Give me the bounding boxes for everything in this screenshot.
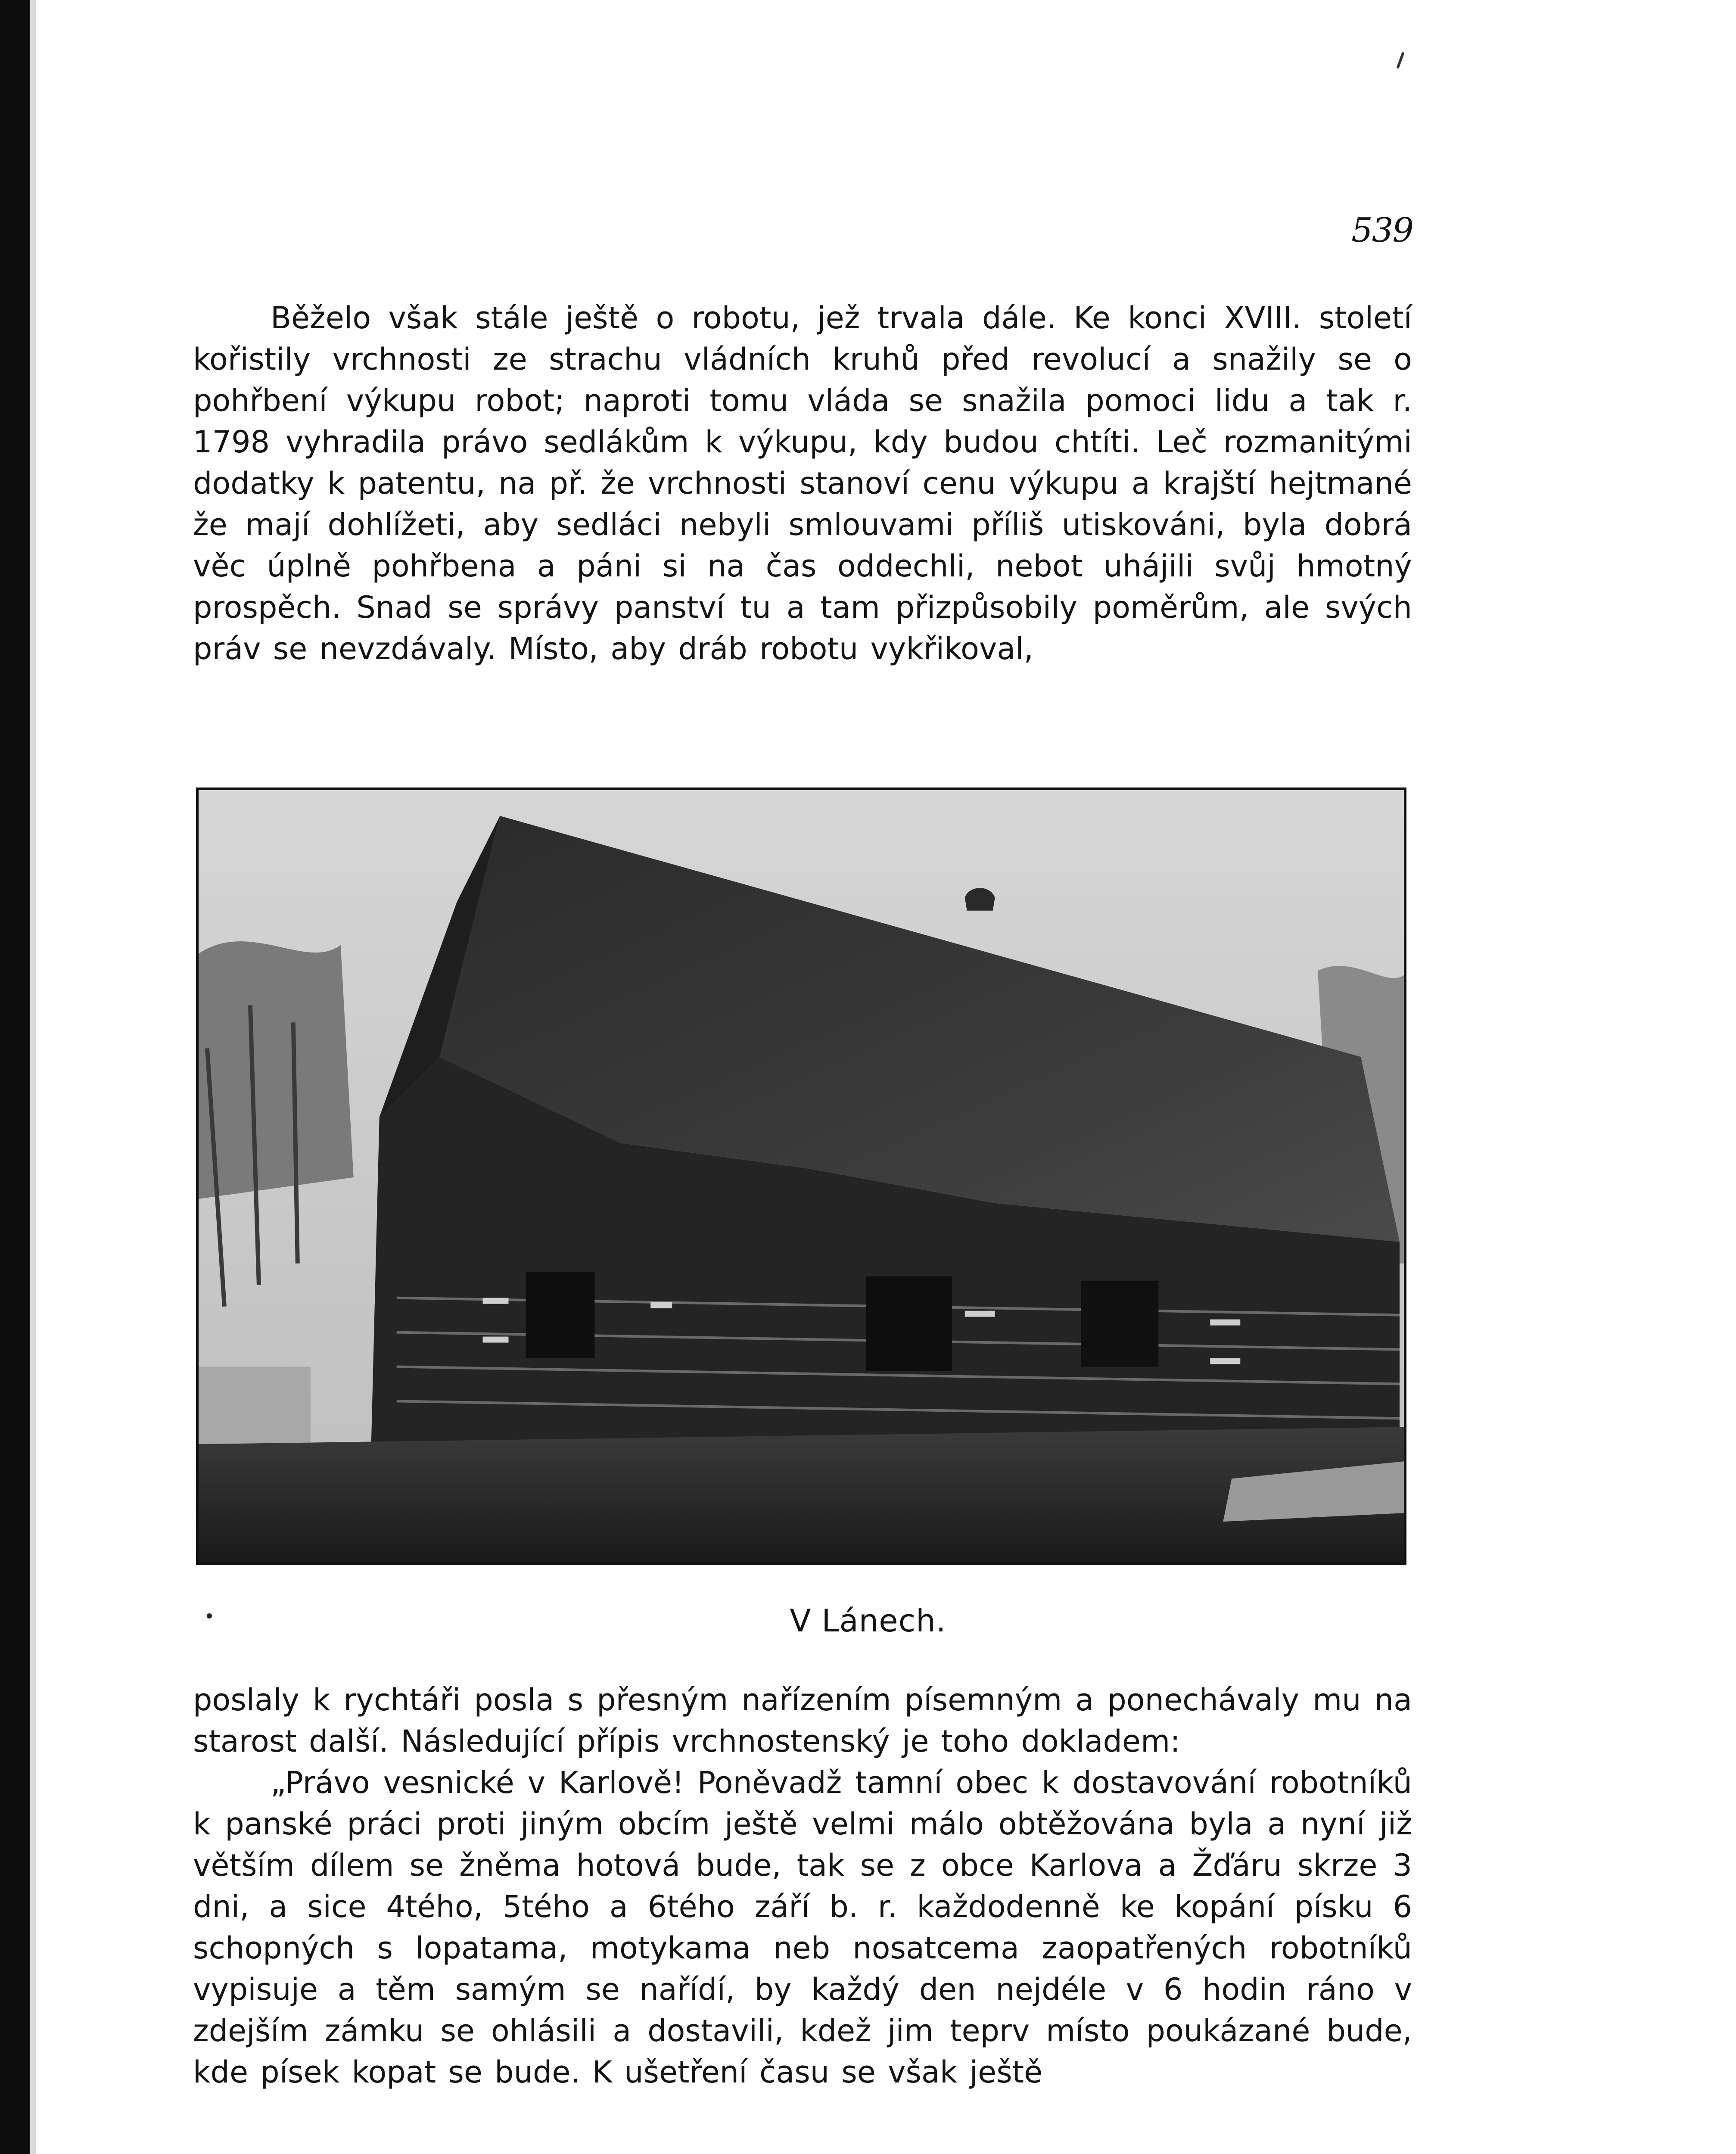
window-right [1081,1281,1159,1367]
scan-edge-gap [30,0,36,2154]
top-text-block [193,297,1412,669]
bottom-paragraph-2: „Právo vesnické v Karlově! Poněvadž tamní obec k dostavování robotníků k panské práci proti jiným obcím ještě velmi málo obtěžována byla a nyní již větším dílem se žněma hotová bude, tak se z obce Karlova a Žďáru skrze 3 dni, a sice 4tého, 5tého a 6tého září b. r. každodenně ke kopání písku 6 schopných s lopatama, motykama neb nosatcema zaopatřených robotníků vypisuje a těm samým se nařídí, by každý den nejdéle v 6 hodin ráno v zdejším zámku se ohlásili a dostavili, kdež jim teprv místo poukázané bude, kde písek kopat se bude. K ušetření času se však ještě [193,1765,1412,2090]
window-left [526,1272,594,1358]
bottom-text-block [193,1679,1412,2093]
window-middle [866,1276,952,1371]
page-number: 539 [1351,211,1413,250]
top-paragraph: Běželo však stále ještě o robotu, jež trvala dále. Ke konci XVIII. století kořistily vrchnosti ze strachu vládních kruhů před revolucí a snažily se o pohřbení výkupu robot; naproti tomu vláda se snažila pomoci lidu a tak r. 1798 vyhradila právo sedlákům k výkupu, kdy budou chtíti. Leč rozmanitými dodatky k patentu, na př. že vrchnosti stanoví cenu výkupu a krajští hejtmané že mají dohlížeti, aby sedláci nebyli smlouvami příliš utiskováni, byla dobrá věc úplně pohřbena a páni si na čas oddechli, nebot uhájili svůj hmotný prospěch. Snad se správy panství tu a tam přizpůsobily poměrům, ale svých práv se nevzdávaly. Místo, aby dráb robotu vykřikoval, [193,300,1412,666]
cottage-photo-illustration [199,790,1404,1563]
chimney [965,888,995,910]
figure-photo [196,788,1406,1565]
figure-caption: V Lánech. [790,1603,946,1639]
tree-left [199,941,354,1199]
bottom-paragraph-1: poslaly k rychtáři posla s přesným nařízením písemným a ponechávaly mu na starost další. Následující přípis vrchnostenský je toho dokladem: [193,1682,1412,1759]
ground [199,1427,1404,1563]
scan-edge-dark [0,0,30,2154]
scan-mark [1396,52,1404,69]
